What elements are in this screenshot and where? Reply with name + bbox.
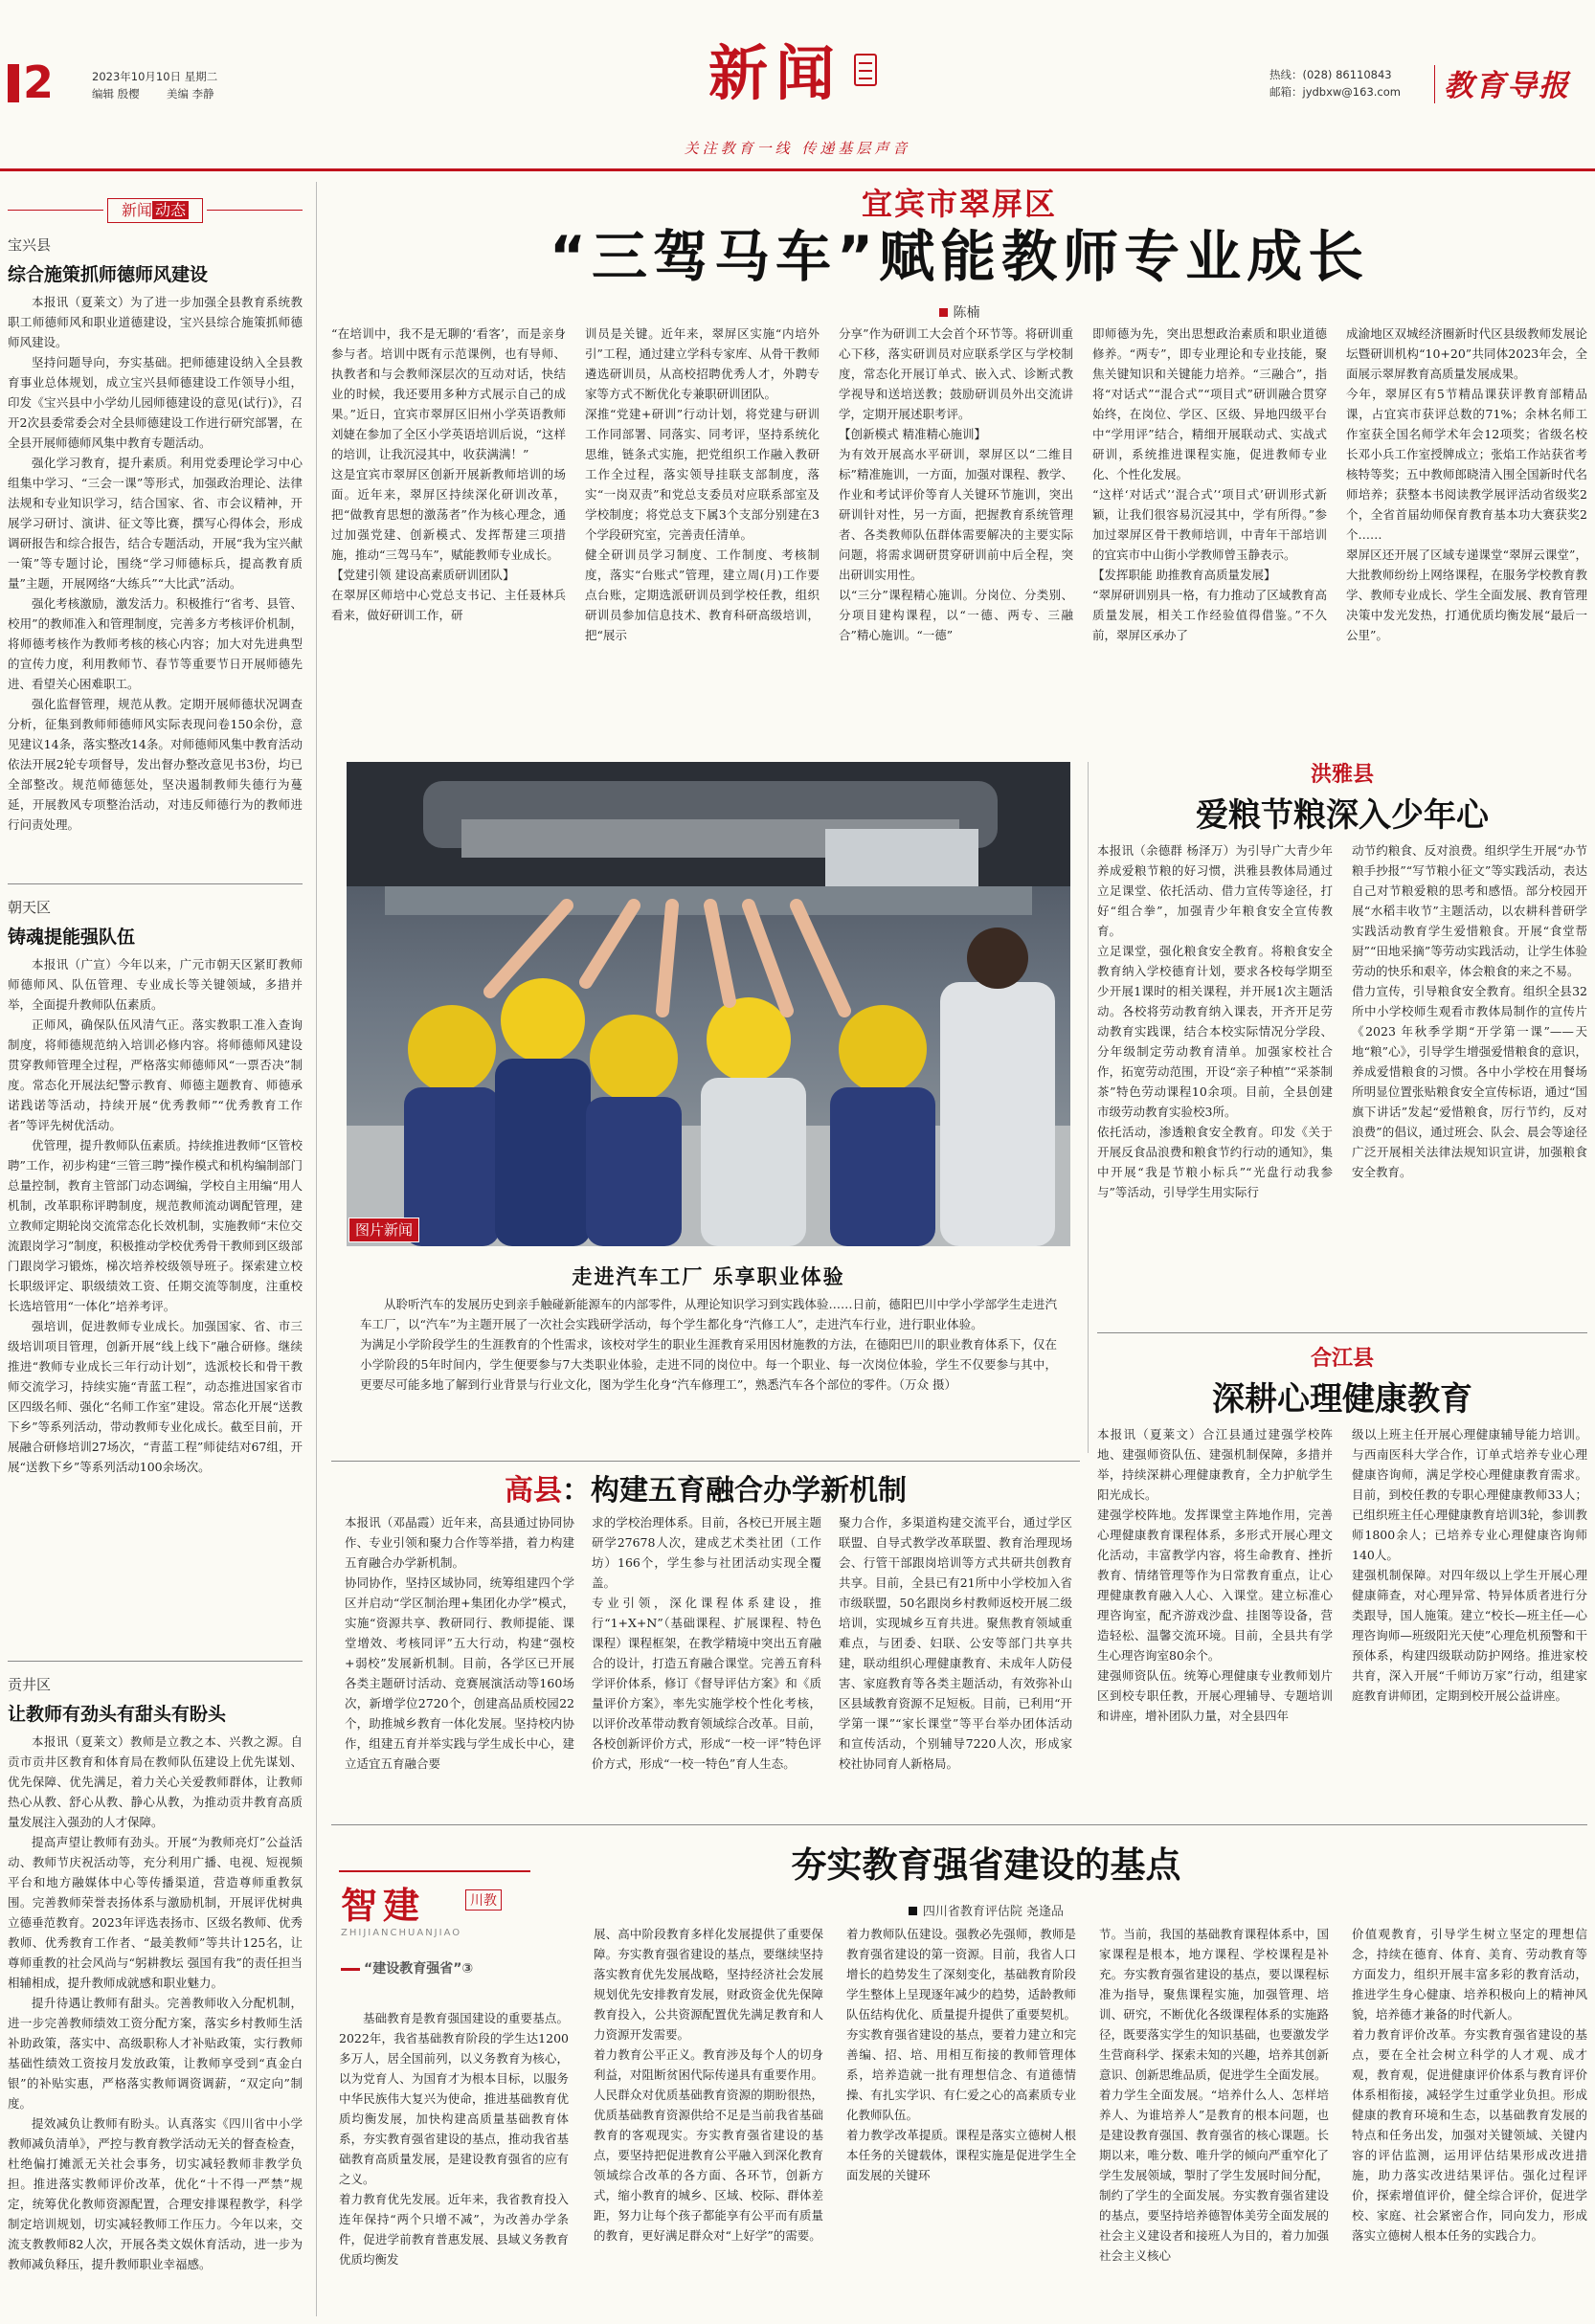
brief-location: 朝天区 (8, 899, 52, 916)
lead-col-5: 成渝地区双城经济圈新时代区县级教师发展论坛暨研训机构“10+20”共同体2023年会，全面展示翠屏教育高质量发展成果。 今年，翠屏区有5节精品课获评教育部精品课，占宜宾市获评总数的71%；余林名师工作室获全国名师学术年会12项奖；省级名校长邓小兵工作室授牌成立；张焰工作站获省考核特等奖；五中教师郎晓清入围全国新时代名师培养；获整本书阅读教学展评活动省级奖2个，全省首届幼师保育教育基本功大赛获奖2个…… 翠屏区还开展了区域专递课堂“翠屏云课堂”，大批教师纷纷上网络课程，在服务学校教育教学、教师专业成长、学生全面发展、教育管理决策中发光发热，打通优质均衡发展“最后一公里”。 (1346, 326, 1587, 642)
lead-title: “三驾马车”赋能教师专业成长 (549, 224, 1370, 289)
brief-location: 贡井区 (8, 1676, 52, 1693)
brief-title: 让教师有劲头有甜头有盼头 (8, 1704, 227, 1725)
page-number (8, 56, 60, 108)
brand-title: 智建 (341, 1884, 426, 1927)
hotline: 热线：(028) 86110843 (1269, 68, 1392, 81)
series-label: “建设教育强省”③ (341, 1958, 473, 1978)
news-dynamics-tag: 新闻 动态 (8, 198, 303, 223)
section-title: 新闻 (708, 38, 842, 108)
brief-title: 综合施策抓师德师风建设 (8, 264, 209, 285)
article-hongya (1097, 758, 1587, 1361)
lead-article (331, 180, 1587, 747)
commentary-col-3: 着力教师队伍建设。强教必先强师，教师是教育强省建设的第一资源。目前，我省人口增长的趋势发生了深刻变化，基础教育阶段学生整体上呈现逐年减少的趋势，适龄教师队伍结构优化、质量提升提供了重要契机。夯实教育强省建设的基点，要着力建立和完善编、招、培、用相互衔接的教师管理体系，培养造就一批有理想信念、有道德情操、有扎实学识、有仁爱之心的高素质专业化教师队伍。 着力教学改革提质。课程是落实立德树人根本任务的关键载体，课程实施是促进学生全面发展的关键环 (846, 1927, 1076, 2182)
section-slogan: 关注教育一线 传递基层声音 (684, 140, 911, 157)
left-column (8, 187, 303, 2319)
brand-pinyin: ZHIJIANCHUANJIAO (341, 1928, 462, 1938)
news-photo (347, 762, 1070, 1246)
lead-col-4: 即师德为先，突出思想政治素质和职业道德修养。“两专”，即专业理论和专业技能，聚焦关键知识和关键能力培养。“三融合”，指将“对话式”“混合式”“项目式”研训融合贯穿始终，在岗位、学区、区级、异地四级平台中“学用评”结合，精细开展联动式、实战式研训，系统推进课程实施，促进教师专业化、个性化发展。 “这样‘对话式’‘混合式’‘项目式’研训形式新颖，让我们很容易沉浸其中，学有所得。”参加过翠屏区骨干教师培训，中青年干部培训的宜宾市中山街小学教师曾玉静表示。 【发挥职能 助推教育高质量发展】 “翠屏研训别具一格，有力推动了区域教育高质量发展，相关工作经验值得借鉴。”不久前，翠屏区承办了 (1092, 326, 1327, 642)
seal-icon (854, 54, 877, 86)
gaoxian-col-1: 本报讯（邓晶霞）近年来，高县通过协同协作、专业引领和聚力合作等举措，着力构建五育融合办学新机制。 协同协作，坚持区域协同，统筹组建四个学区并启动“学区制治理+集团化办学”模式，实施“资源共享、教研同行、教师提能、课堂增效、考核同评”五大行动，构建“强校+弱校”发展新机制。目前，各学区已开展各类主题研讨活动、竞赛展演活动等160场次，新增学位2720个，创建高品质校园22个，助推城乡教育一体化发展。坚持校内协作，组建五育并举实践与学生成长中心，建立适宜五育融合要 (345, 1515, 574, 1771)
photo-caption-title: 走进汽车工厂 乐享职业体验 (572, 1265, 845, 1288)
article-title: 深耕心理健康教育 (1212, 1380, 1472, 1419)
commentary-title: 夯实教育强省建设的基点 (791, 1844, 1181, 1886)
commentary-col-2: 展、高中阶段教育多样化发展提供了重要保障。夯实教育强省建设的基点，要继续坚持落实教育优先发展战略，坚持经济社会发展规划优先安排教育发展，财政资金优先保障教育投入，公共资源配置优先满足教育和人力资源开发需要。 着力教育公平正义。教育涉及每个人的切身利益，对阻断贫困代际传递具有重要作用。人民群众对优质基础教育资源的期盼很热，优质基础教育资源供给不足是当前我省基础教育的客观现实。夯实教育强省建设的基点，要坚持把促进教育公平融入到深化教育领域综合改革的各方面、各环节，创新方式，缩小教育的城乡、区域、校际、群体差距，努力让每个孩子都能享有公平而有质量的教育，更好满足群众对“上好学”的需要。 (594, 1927, 823, 2243)
lead-col-3: 分享”作为研训工大会首个环节等。将研训重心下移，落实研训员对应联系学区与学校制度，常态化开展订单式、嵌入式、诊断式教学视导和送培送教；鼓励研训员外出交流讲学，定期开展述职考评。 【创新模式 精准精心施训】 为有效开展高水平研训，翠屏区以“二维目标”精准施训，一方面，加强对课程、教学、作业和考试评价等育人关键环节施训，突出研训针对性，另一方面，把握教育系统管理者、各类教师队伍群体需要解决的主要实际问题，将需求调研贯穿研训前中后全程，突出研训实用性。 以“三分”课程精心施训。分岗位、分类别、分项目建构课程，以“一德、两专、三融合”精心施训。“一德” (839, 326, 1073, 642)
brief-chaotian (8, 897, 303, 1617)
masthead-rule (0, 168, 1595, 171)
commentary-col-4: 节。当前，我国的基础教育课程体系中，国家课程是根本，地方课程、学校课程是补充。夯实教育强省建设的基点，要以课程标准为指导，聚焦课程实施，加强管理、培训、研究，不断优化各级课程体系的实施路径，既要落实学生的知识基础，也要激发学生营商科学、探索未知的兴趣，培养其创新意识、创新思维品质，促进学生全面发展。 着力学生全面发展。“培养什么人、怎样培养人、为谁培养人”是教育的根本问题，也是建设教育强国、教育强省的核心课题。长期以来，唯分数、唯升学的倾向严重窄化了学生发展领域，掣肘了学生发展时间分配，制约了学生的全面发展。夯实教育强省建设的基点，要坚持培养德智体美劳全面发展的社会主义建设者和接班人为目的，着力加强社会主义核心 (1099, 1927, 1329, 2263)
workshop-scene-illustration (347, 762, 1070, 1246)
paper-logo: 教育导报 (1444, 69, 1570, 103)
email: 邮箱：jydbxw@163.com (1269, 85, 1401, 99)
lead-kicker: 宜宾市翠屏区 (861, 186, 1057, 222)
lead-col-2: 训员是关键。近年来，翠屏区实施“内培外引”工程，通过建立学科专家库、从骨干教师遴选研训员，从高校招聘优秀人才，外聘专家等方式不断优化专兼职研训团队。 深推“党建+研训”行动计划，将党建与研训工作同部署、同落实、同考评，坚持系统化思维，链条式实施，把党组织工作融入教研工作全过程，落实领导挂联支部制度，落实“一岗双责”和党总支委员对应联系部室及学校制度；将党总支下属3个支部分别建在3个学段研究室，完善责任清单。 健全研训员学习制度、工作制度、考核制度，落实“台账式”管理，建立周(月)工作要点台账，定期选派研训员到学校任教，组织研训员参加信息技术、教育科研高级培训，把“展示 (585, 326, 820, 642)
lead-col-1: “在培训中，我不是无聊的‘看客’，而是亲身参与者。培训中既有示范课例，也有导师、执教者和与会教师深层次的互动对话，快结业的时候，我还要用多种方式展示自己的成果。”近日，宜宾市翠屏区旧州小学英语教师刘婕在参加了全区小学英语培训后说，“这样的培训，让我沉浸其中，收获满满！” 这是宜宾市翠屏区创新开展新教师培训的场面。近年来，翠屏区持续深化研训改革，把“做教育思想的激荡者”作为核心理念，通过加强党建、创新模式、发挥帮建三项措施，推动“三驾马车”，赋能教师专业成长。 【党建引领 建设高素质研训团队】 在翠屏区师培中心党总支书记、主任聂林兵看来，做好研训工作，研 (331, 326, 566, 622)
gaoxian-col-2: 求的学校治理体系。目前，各校已开展主题研学27678人次，建成艺术类社团（工作坊）166个，学生参与社团活动实现全覆盖。 专业引领，深化课程体系建设，推行“1+X+N”（基础课程、扩展课程、特色课程）课程框架，在教学精境中突出五育融合的设计，打造五育融合课堂。完善五育科学评价体系，修订《督导评估方案》和《质量评价方案》，率先实施学校个性化考核，以评价改革带动教育领域综合改革。目前，各校创新评价方式，形成“一校一评”特色评价方式，形成“一校一特色”育人生态。 (592, 1515, 821, 1771)
hongya-col-1: 本报讯（余德群 杨泽万）为引导广大青少年养成爱粮节粮的好习惯，洪雅县教体局通过立足课堂、依托活动、借力宣传等途径，打好“组合拳”，加强青少年粮食安全宣传教育。 立足课堂，强化粮食安全教育。将粮食安全教育纳入学校德育计划，要求各校每学期至少开展1课时的相关课程，并开展1次主题活动。各校将劳动教育纳入课表，开齐开足劳动教育实践课，结合本校实际情况分学段、分年级制定劳动教育清单。加强家校社合作，拓宽劳动范围，开设“亲子种植”“采茶制茶”特色劳动课程10余项。目前，全县创建市级劳动教育实验校3所。 依托活动，渗透粮食安全教育。印发《关于开展反食品浪费和粮食节约行动的通知》，集中开展“我是节粮小标兵”“光盘行动我参与”等活动，引导学生用实际行 (1097, 843, 1333, 1199)
commentary-col-1: 基础教育是教育强国建设的重要基点。2022年，我省基础教育阶段的学生达1200多万人，居全国前列，以义务教育为核心，以为党育人、为国育才为根本目标，以服务中华民族伟大复兴为使命，推进基础教育优质均衡发展，加快构建高质量基础教育体系，夯实教育强省建设的基点，推动我省基础教育高质量发展，是建设教育强省的应有之义。 着力教育优先发展。近年来，我省教育投入连年保持“两个只增不减”，为改善办学条件，促进学前教育普惠发展、县域义务教育优质均衡发 (339, 2011, 569, 2267)
hejiang-col-1: 本报讯（夏莱文）合江县通过建强学校阵地、建强师资队伍、建强机制保障，多措并举，持续深耕心理健康教育，全力护航学生阳光成长。 建强学校阵地。发挥课堂主阵地作用，完善心理健康教育课程体系，多形式开展心理文化活动，丰富教学内容，将生命教育、挫折教育、情绪管理等作为日常教育重点，让心理健康教育融入人心、入课堂。建立标准心理咨询室，配齐游戏沙盘、挂图等设备，营造轻松、温馨交流环境。目前，全县共有学生心理咨询室80余个。 建强师资队伍。统筹心理健康专业教师划片区到校专职任教，开展心理辅导、专题培训和讲座，增补团队力量，对全县四年 (1097, 1427, 1333, 1723)
brief-title: 铸魂提能强队伍 (8, 927, 136, 948)
commentary-byline: 四川省教育评估院 尧逢品 (574, 1901, 1398, 1919)
brief-body: 本报讯（夏莱文）为了进一步加强全县教育系统教职工师德师风和职业道德建设，宝兴县综合施策抓师德师风建设。 坚持问题导向，夯实基础。把师德建设纳入全县教育事业总体规划，成立宝兴县师德建设工作领导小组，印发《宝兴县中小学幼儿园师德建设的意见(试行)》，召开2次县委常委会对全县师德建设工作进行研究部署，在全县开展师德师风集中教育专题活动。 强化学习教育，提升素质。利用党委理论学习中心组集中学习、“三会一课”等形式，加强政治理论、法律法规和专业知识学习，结合国家、省、市会议精神，开展学习研讨、演讲、征文等比赛，撰写心得体会，形成调研报告和综合报告，结合专题活动，开展“我为宝兴献一策”等专题讨论，围绕“学习师德标兵，提高教育质量”主题，开展网络“大练兵”“大比武”活动。 强化考核激励，激发活力。积极推行“省考、县管、校用”的教师准入和管理制度，完善多方考核评价机制，将师德考核作为教师考核的核心内容；加大对先进典型的宣传力度，利用教师节、春节等重要节日开展师德先进、看望关心困难职工。 强化监督管理，规范从教。定期开展师德状况调查分析，征集到教师师德师风实际表现问卷150余份，意见建议14条，落实整改14条。对师德师风集中教育活动依法开展2轮专项督导，发出督办整改意见书3份，均已全部整改。规范师德惩处，坚决遏制教师失德行为蔓延，开展教风专项整治活动，对违反师德行为的教师进行问责处理。 (8, 295, 303, 832)
brief-gongjing (8, 1674, 303, 2313)
article-gaoxian (331, 1466, 1080, 1821)
lead-byline: 陈楠 (331, 302, 1587, 322)
article-location: 洪雅县 (1310, 763, 1374, 787)
page-number-digit: 2 (23, 56, 55, 108)
hejiang-col-2: 级以上班主任开展心理健康辅导能力培训。与西南医科大学合作，订单式培养专业心理健康咨询师，满足学校心理健康教育需求。目前，到校任教的专职心理健康教师33人；已组织班主任心理健康教育培训3轮，参训教师1800余人；已培养专业心理健康咨询师140人。 建强机制保障。对四年级以上学生开展心理健康筛查，对心理异常、特异体质者进行分类跟导，国人施策。建立“校长—班主任—心理咨询师—班级阳光天使”心理危机预警和干预体系，构建四级联动防护网络。推进家校共育，深入开展“千师访万家”行动，组建家庭教育讲师团，定期到校开展公益讲座。 (1352, 1427, 1587, 1703)
page-designer: 美编 李静 (167, 87, 214, 101)
article-hejiang (1097, 1342, 1587, 1817)
brief-body: 本报讯（夏莱文）教师是立教之本、兴教之源。自贡市贡井区教育和体育局在教师队伍建设上优先谋划、优先保障、优先满足，着力关心关爱教师群体，让教师热心从教、舒心从教、静心从教，为推动贡井教育高质量发展注入强劲的人才保障。 提高声望让教师有劲头。开展“为教师亮灯”公益活动、教师节庆祝活动等，充分利用广播、电视、短视频平台和地方融媒体中心等传播渠道，营造尊师重教氛围。完善教师荣誉表扬体系与激励机制，开展评优树典立德垂范教育。2023年评选表扬市、区级名教师、优秀教师、优秀教育工作者、“最美教师”等共计125名，让尊师重教的社会风尚与“躬耕教坛 强国有我”的责任担当相辅相成，提升教师成就感和职业魅力。 提升待遇让教师有甜头。完善教师收入分配机制，进一步完善教师绩效工资分配方案，落实乡村教师生活补助政策，落实中、高级职称人才补贴政策，实行教师基础性绩效工资按月发放政策，让教师享受到“真金白银”的补贴实惠，严格落实教师调资调薪，“双定向”制度。 提效减负让教师有盼头。认真落实《四川省中小学教师减负清单》，严控与教育教学活动无关的督查检查，杜绝偏打摊派无关社会事务，切实减轻教师非教学负担。推进落实教师评价改革，优化“十不得一严禁”规定，统筹优化教师资源配置，合理安排课程教学，科学制定培训规划，切实减轻教师工作压力。今年以来，交流支教教师82人次，开展各类文娱休育活动，进一步为教师减负释压，提升教师职业幸福感。 (8, 1734, 303, 2271)
gaoxian-col-3: 聚力合作，多渠道构建交流平台，通过学区联盟、自导式教学改革联盟、教育治理现场会、行管干部跟岗培训等方式共研共创教育共享。目前，全县已有21所中小学校加入省市级联盟，50名跟岗乡村教师返校开展二级培训，实现城乡互育共进。聚焦教育领域重难点，与团委、妇联、公安等部门共享共建，联动组织心理健康教育、未成年人防侵害、家庭教育等各类主题活动，有效弥补山区县域教育资源不足短板。目前，已利用“开学第一课”“家长课堂”等平台举办团体活动和宣传活动，个别辅导7220人次，形成家校社协同育人新格局。 (839, 1515, 1072, 1771)
brand-tag: 川教 (465, 1889, 502, 1911)
photo-news-tag: 图片新闻 (348, 1218, 419, 1242)
brief-location: 宝兴县 (8, 236, 52, 254)
photo-news (331, 762, 1080, 1453)
article-heading: 高县：构建五育融合办学新机制 (505, 1474, 907, 1508)
issue-date: 2023年10月10日 星期二 (92, 70, 218, 83)
photo-caption-text: 从聆听汽车的发展历史到亲手触碰新能源车的内部零件，从理论知识学习到实践体验……日前，德阳巴川中学小学部学生走进汽车工厂，以“汽车”为主题开展了一次社会实践研学活动，每个学生都化身“汽修工人”，走进汽车行业，进行职业体验。 为满足小学阶段学生的生涯教育的个性需求，该校对学生的职业生涯教育采用因材施教的方法，在德阳巴川的职业教育体系下，仅在小学阶段的5年时间内，学生便要参与7大类职业体验，走进不同的岗位中。每一个职业、每一次岗位体验，学生不仅要参与其中，更要尽可能多地了解到行业背景与行业文化，图为学生化身“汽车修理工”，熟悉汽车各个部位的零件。（万众 摄） (360, 1297, 1057, 1392)
brief-baoxing (8, 235, 303, 838)
brief-body: 本报讯（广宣）今年以来，广元市朝天区紧盯教师师德师风、队伍管理、专业成长等关键领域，多措并举，全面提升教师队伍素质。 正师风，确保队伍风清气正。落实教职工准入查询制度，将师德规范纳入培训必修内容。将师德师风建设贯穿教师管理全过程，严格落实师德师风“一票否决”制度。常态化开展法纪警示教育、师德主题教育、师德承诺践诺等活动，持续开展“优秀教师”“优秀教育工作者”等评先树优活动。 优管理，提升教师队伍素质。持续推进教师“区管校聘”工作，初步构建“三管三聘”操作模式和机构编制部门总量控制，教育主管部门动态调编，学校自主用编“用人机制，改革职称评聘制度，规范教师流动调配管理，建立教师定期轮岗交流常态化长效机制，实施教师“末位交流跟岗学习”制度，积极推动学校优秀骨干教师到区级部门跟岗学习锻炼，梯次培养校级领导班子。探索建立校长职级评定、职级绩效工资、任期交流等制度，注重校长选培管用“一体化”培养考评。 强培训，促进教师专业成长。加强国家、省、市三级培训项目管理，创新开展“线上线下”融合研修。继续推进“教师专业成长三年行动计划”，选派校长和骨干教师交流学习，持续实施“青蓝工程”，动态推进国家省市区四级名师、强化“名师工作室”建设。常态化开展“送教下乡”等系列活动，带动教师专业化成长。截至目前，开展融合研修培训27场次，“青蓝工程”师徒结对67组，开展“送教下乡”等系列活动100余场次。 (8, 957, 303, 1474)
article-title: 爱粮节粮深入少年心 (1196, 796, 1489, 835)
commentary-brand (339, 1866, 569, 1981)
page-editor: 编辑 殷樱 (92, 87, 140, 101)
section-flag (699, 36, 910, 124)
hongya-col-2: 动节约粮食、反对浪费。组织学生开展“办节粮手抄报”“写节粮小征文”等实践活动，表达自己对节粮爱粮的思考和感悟。部分校园开展“水稻丰收节”主题活动，以农耕科普研学实践活动教育学生爱惜粮食。开展“食堂帮厨”“田地采摘”等劳动实践活动，让学生体验劳动的快乐和艰辛，体会粮食的来之不易。 借力宣传，引导粮食安全教育。组织全县32所中小学校师生观看市教体局制作的宣传片《2023 年秋季学期“开学第一课”——天地“粮”心》，引导学生增强爱惜粮食的意识，养成爱惜粮食的习惯。各中小学校在用餐场所明显位置张贴粮食安全宣传标语，通过“国旗下讲话”发起“爱惜粮食，厉行节约，反对浪费”的倡议，通过班会、队会、晨会等途径广泛开展相关法律法规知识宣讲，加强粮食安全教育。 (1352, 843, 1587, 1179)
commentary-col-5: 价值观教育，引导学生树立坚定的理想信念，持续在德育、体育、美育、劳动教育等方面发力，组织开展丰富多彩的教育活动，推进学生身心健康、培养积极向上的精神风貌，培养德才兼备的时代新人。 着力教育评价改革。夯实教育强省建设的基点，要在全社会树立科学的人才观、成才观，教育观，促进健康评价体系与教育评价体系相衔接，减轻学生过重学业负担。形成健康的教育环境和生态，以基础教育发展的特点和任务出发，加强对关键领域、关键内容的评估监测，运用评估结果形成改进措施，助力落实改进结果评估。强化过程评价，探索增值评价，健全综合评价，促进学校、家庭、社会紧密合作，同向发力，形成落实立德树人根本任务的实践合力。 (1352, 1927, 1587, 2243)
article-location: 合江县 (1310, 1347, 1374, 1371)
